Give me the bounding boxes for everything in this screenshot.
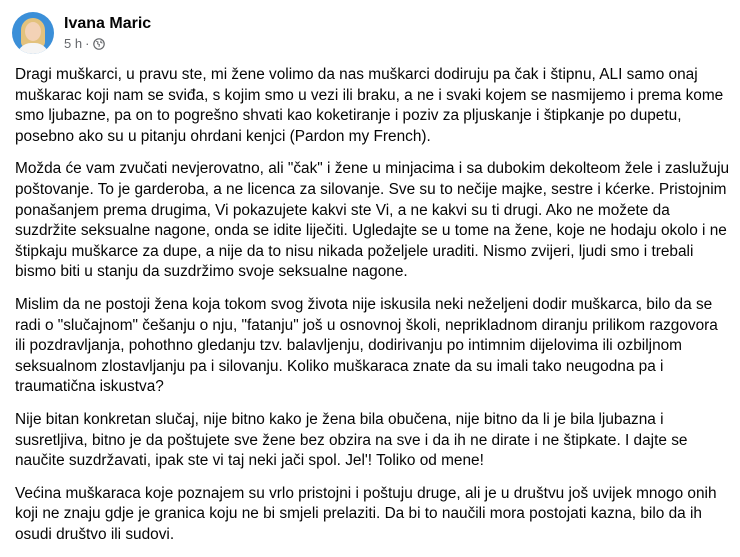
post-meta (64, 14, 151, 52)
author-name[interactable]: Ivana Maric (64, 15, 152, 32)
author-avatar[interactable] (12, 12, 54, 54)
post-paragraph: Mislim da ne postoji žena koja tokom svog života nije iskusila neki neželjeni dodir muškarca, bilo da se radi o "slučajnom" češanju o nju, "fatanju" još u osnovnoj školi, neprikladnom diranju prilikom razgovora ili pozdravljanja, pohothno gledanju tzv. balavljenju, dodirivanju po intimnim dijelovima ili ozbiljnom seksualnom zlostavljanju pa i silovanju. Koliko muškaraca znate da su imali tako neugodna pa i traumatična iskustva? (15, 295, 718, 396)
globe-icon[interactable] (93, 38, 105, 50)
post-paragraph: Dragi muškarci, u pravu ste, mi žene volimo da nas muškarci dodiruju pa čak i štipnu, ALI samo onaj muškarac koji nam se sviđa, s kojim smo u vezi ili braku, a ne i svaki kojem se nasmijemo i prema kome smo ljubazne, pa on to pogrešno shvati kao koketiranje i poziv za pljuskanje i štipkanje po dupetu, posebno ako su u pitanju ohrdani kenjci (Pardon my French). (15, 66, 724, 145)
avatar-face (25, 22, 41, 41)
post-paragraph: Većina muškaraca koje poznajem su vrlo pristojni i poštuju druge, ali je u društvu još uvijek mnogo onih koji ne znaju gdje je granica koju ne bi smjeli prelaziti. Da bi to naučili mora postojati kazna, bilo da ih osudi društvo ili sudovi. (15, 484, 717, 543)
post-text (15, 65, 730, 557)
post-subline (64, 36, 151, 52)
separator-dot: · (85, 36, 90, 51)
post-header (12, 10, 151, 56)
post-paragraph: Možda će vam zvučati nevjerovatno, ali "čak" i žene u minjacima i sa dubokim dekolteom žele i zaslužuju poštovanje. To je garderoba, a ne licenca za silovanje. Sve su to nečije majke, sestre i kćerke. Pristojnim ponašanjem prema drugima, Vi pokazujete kakvi ste Vi, a ne kakvi su ti drugi. Ako ne možete da suzdržite seksualne nagone, onda se idite liječiti. Ugledajte se u tome na žene, koje ne hodaju okolo i ne štipkaju muškarce za dupe, a nije da to nisu nikada poželjele uraditi. Nismo zvijeri, ljudi smo i trebali bismo biti u stanju da suzdržimo svoje seksualne nagone. (15, 160, 730, 281)
post-timestamp[interactable]: 5 h (64, 36, 83, 51)
post-paragraph: Nije bitan konkretan slučaj, nije bitno kako je žena bila obučena, nije bitno da li je bila ljubazna i susretljiva, bitno je da poštujete sve žene bez obzira na sve i da ih ne dirate i ne štipkate. I dajte se naučite suzdržavati, ipak ste vi taj neki jači spol. Jel'! Toliko od mene! (15, 410, 688, 470)
